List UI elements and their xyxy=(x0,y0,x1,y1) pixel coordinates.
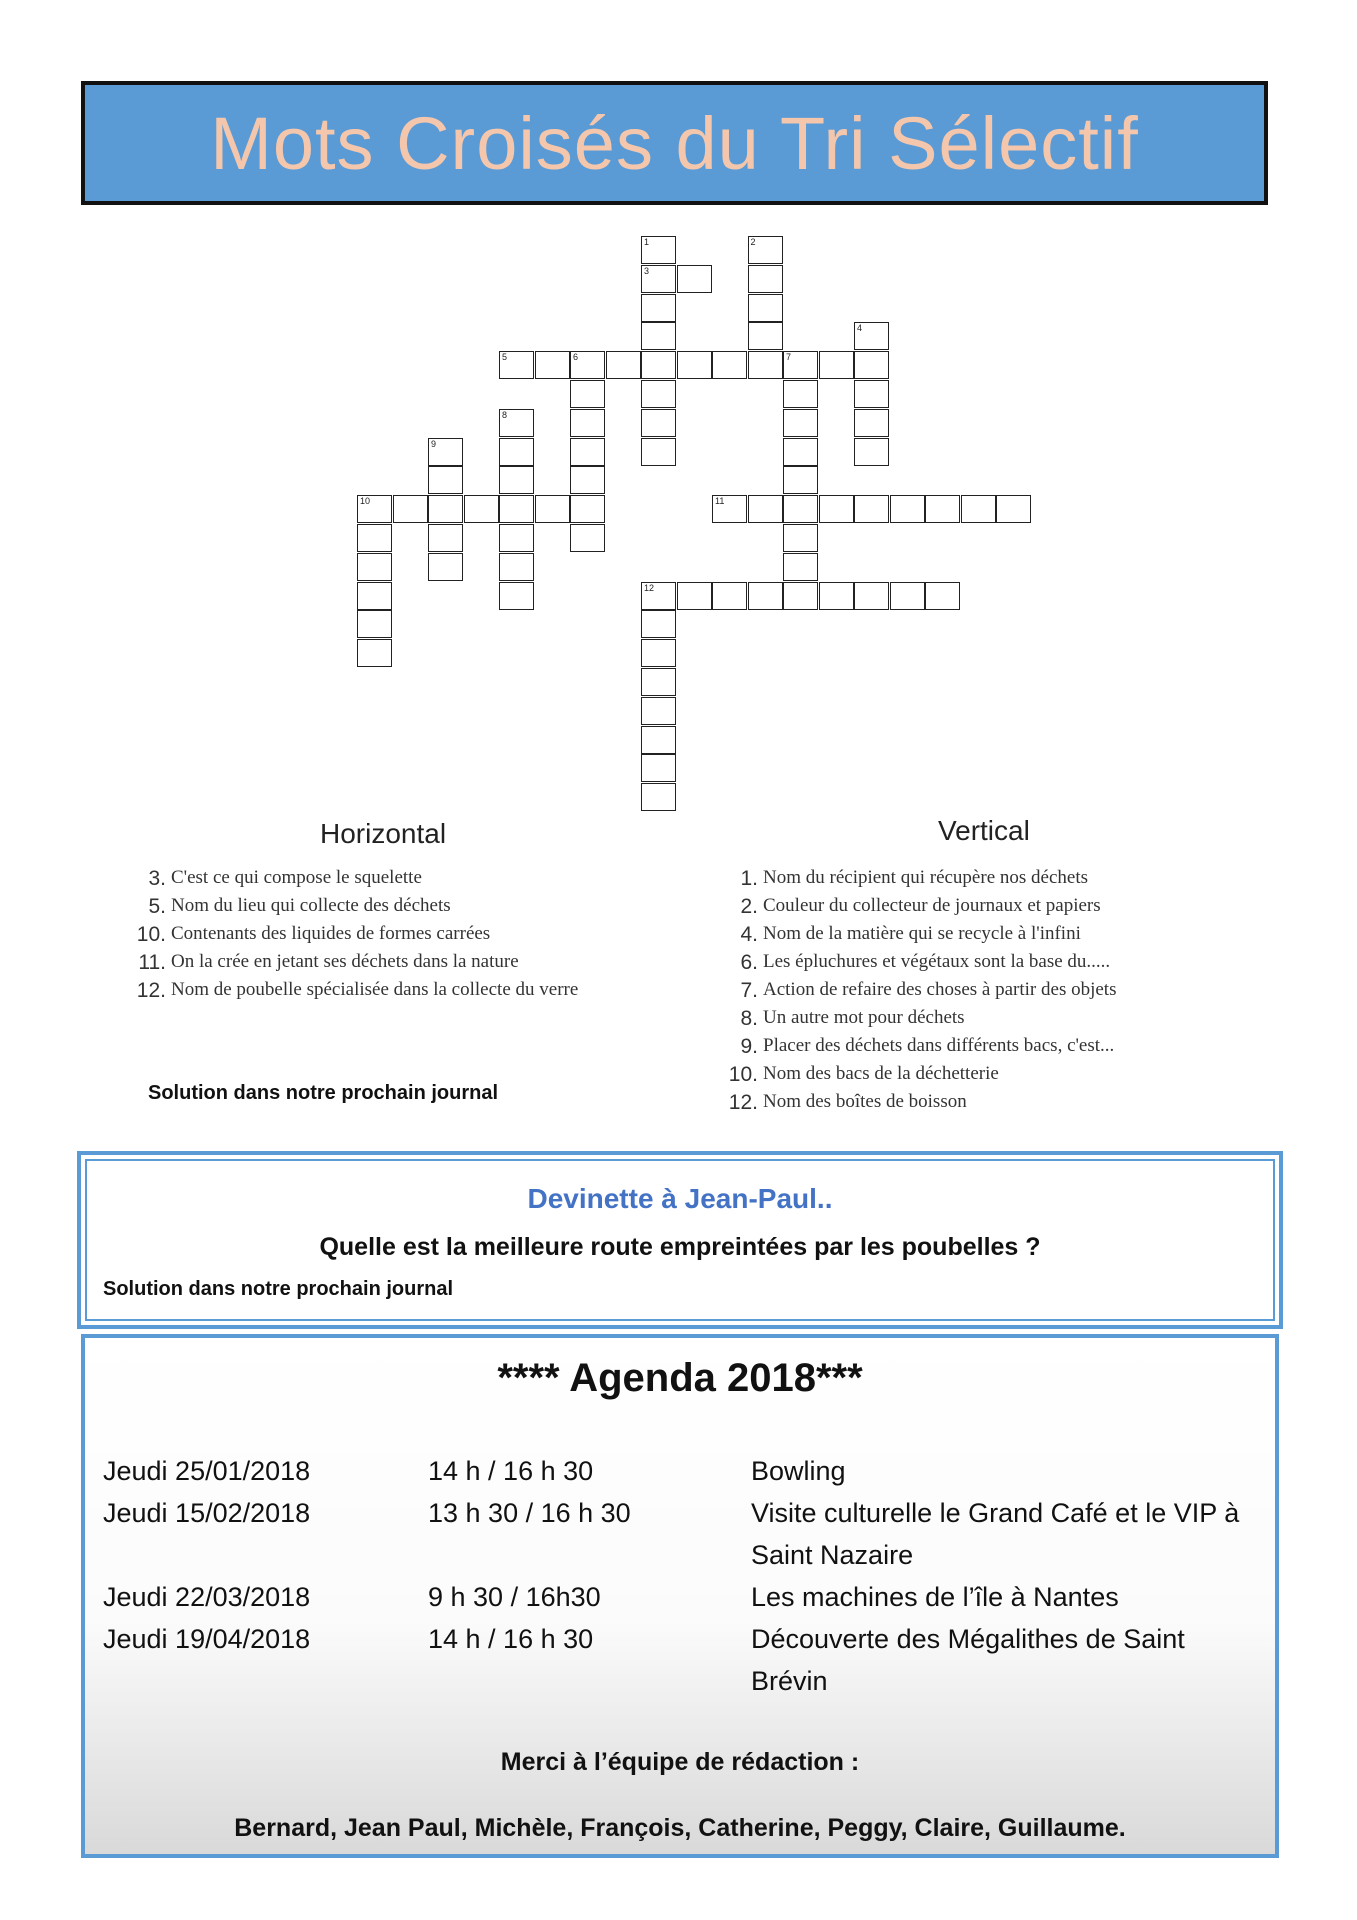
crossword-cell[interactable] xyxy=(641,380,676,408)
agenda-box xyxy=(81,1334,1279,1858)
crossword-cell[interactable] xyxy=(854,582,889,610)
clue-number: 8. xyxy=(740,1007,758,1030)
clue-text: Contenants des liquides de formes carrées xyxy=(171,923,491,944)
crossword-cell[interactable] xyxy=(783,409,818,437)
clue-text: On la crée en jetant ses déchets dans la nature xyxy=(171,951,519,972)
crossword-cell-number: 7 xyxy=(786,352,792,363)
riddle-solution-note: Solution dans notre prochain journal xyxy=(103,1278,454,1300)
crossword-cell[interactable] xyxy=(748,294,783,322)
crossword-cell[interactable] xyxy=(748,236,783,264)
agenda-date: Jeudi 25/01/2018 xyxy=(103,1456,311,1486)
crossword-cell[interactable] xyxy=(357,524,392,552)
clue-text: Nom des bacs de la déchetterie xyxy=(763,1063,999,1084)
clue-item xyxy=(714,923,1116,951)
clue-text: C'est ce qui compose le squelette xyxy=(171,867,422,888)
clue-text: Nom des boîtes de boisson xyxy=(763,1091,967,1112)
clue-number: 6. xyxy=(740,951,758,974)
crossword-cell[interactable] xyxy=(428,553,463,581)
crossword-cell[interactable] xyxy=(677,265,712,293)
agenda-event: Visite culturelle le Grand Café et le VIP à Saint Nazaire xyxy=(751,1498,1240,1570)
agenda-time: 13 h 30 / 16 h 30 xyxy=(428,1498,631,1528)
vertical-heading: Vertical xyxy=(938,815,1030,846)
agenda-event: Découverte des Mégalithes de Saint Brévin xyxy=(751,1624,1185,1696)
crossword-cell[interactable] xyxy=(499,438,534,466)
thanks-names: Bernard, Jean Paul, Michèle, François, Catherine, Peggy, Claire, Guillaume. xyxy=(234,1814,1126,1842)
crossword-cell-number: 8 xyxy=(502,409,508,420)
crossword-cell[interactable] xyxy=(606,351,641,379)
clue-number: 12. xyxy=(728,1091,758,1114)
crossword-cell[interactable] xyxy=(783,582,818,610)
crossword-cell[interactable] xyxy=(570,524,605,552)
agenda-time: 9 h 30 / 16h30 xyxy=(428,1582,601,1612)
crossword-cell[interactable] xyxy=(357,495,392,523)
crossword-cell[interactable] xyxy=(854,380,889,408)
crossword-cell[interactable] xyxy=(641,610,676,638)
clue-text: Action de refaire des choses à partir des objets xyxy=(763,979,1117,1000)
crossword-cell[interactable] xyxy=(499,553,534,581)
agenda-row xyxy=(103,1450,1273,1492)
crossword-cell[interactable] xyxy=(641,697,676,725)
crossword-cell[interactable] xyxy=(854,495,889,523)
crossword-cell[interactable] xyxy=(748,351,783,379)
agenda-table xyxy=(103,1450,1273,1702)
horizontal-heading: Horizontal xyxy=(320,818,447,849)
crossword-cell[interactable] xyxy=(641,265,676,293)
crossword-cell[interactable] xyxy=(854,409,889,437)
riddle-question: Quelle est la meilleure route empreintées par les poubelles ? xyxy=(319,1233,1041,1261)
crossword-cell[interactable] xyxy=(641,783,676,811)
crossword-cell[interactable] xyxy=(890,582,925,610)
crossword-cell[interactable] xyxy=(641,754,676,782)
crossword-cell[interactable] xyxy=(641,438,676,466)
crossword-cell[interactable] xyxy=(641,639,676,667)
agenda-row xyxy=(103,1492,1273,1576)
agenda-date: Jeudi 15/02/2018 xyxy=(103,1498,311,1528)
clue-item xyxy=(122,979,578,1007)
clue-text: Nom de poubelle spécialisée dans la collecte du verre xyxy=(171,979,579,1000)
crossword-cell[interactable] xyxy=(428,466,463,494)
crossword-cell[interactable] xyxy=(357,639,392,667)
riddle-inner-frame xyxy=(85,1159,1275,1321)
crossword-cell-number: 2 xyxy=(750,237,756,247)
crossword-cell-number: 10 xyxy=(360,496,371,507)
riddle-box xyxy=(77,1151,1283,1329)
clue-item xyxy=(714,979,1116,1007)
vertical-clue-list xyxy=(714,867,1116,1119)
clue-number: 7. xyxy=(740,979,758,1002)
clue-text: Les épluchures et végétaux sont la base du..... xyxy=(763,951,1111,972)
crossword-cell-number: 12 xyxy=(644,582,655,593)
crossword-cell[interactable] xyxy=(854,351,889,379)
crossword-cell[interactable] xyxy=(677,351,712,379)
crossword-cell[interactable] xyxy=(890,495,925,523)
crossword-cell[interactable] xyxy=(428,524,463,552)
crossword-cell[interactable] xyxy=(783,438,818,466)
clue-text: Placer des déchets dans différents bacs, c'est... xyxy=(763,1035,1115,1056)
clue-text: Nom de la matière qui se recycle à l'infini xyxy=(763,923,1081,944)
crossword-cell-number: 1 xyxy=(644,237,650,247)
crossword-cell[interactable] xyxy=(570,409,605,437)
crossword-cell[interactable] xyxy=(748,495,783,523)
crossword-cell[interactable] xyxy=(783,351,818,379)
crossword-cell[interactable] xyxy=(641,236,676,264)
agenda-event: Les machines de l’île à Nantes xyxy=(751,1582,1119,1612)
clue-number: 4. xyxy=(740,923,758,946)
riddle-title: Devinette à Jean-Paul.. xyxy=(527,1183,833,1214)
horizontal-clue-list xyxy=(122,867,578,1007)
clue-number: 12. xyxy=(136,979,166,1002)
agenda-time: 14 h / 16 h 30 xyxy=(428,1624,594,1654)
crossword-cell[interactable] xyxy=(854,322,889,350)
crossword-cell-number: 9 xyxy=(431,438,437,449)
crossword-cell[interactable] xyxy=(641,409,676,437)
crossword-cell[interactable] xyxy=(783,380,818,408)
crossword-cell[interactable] xyxy=(570,351,605,379)
crossword-cell[interactable] xyxy=(499,582,534,610)
crossword-cell[interactable] xyxy=(357,582,392,610)
crossword-cell[interactable] xyxy=(819,351,854,379)
crossword-cell-number: 3 xyxy=(644,265,650,276)
clue-item xyxy=(714,1035,1116,1063)
agenda-title: **** Agenda 2018*** xyxy=(497,1356,863,1400)
agenda-row xyxy=(103,1576,1273,1618)
crossword-cell-number: 5 xyxy=(502,352,508,363)
crossword-cell[interactable] xyxy=(428,438,463,466)
clue-text: Couleur du collecteur de journaux et papiers xyxy=(763,895,1101,916)
clue-text: Nom du récipient qui récupère nos déchets xyxy=(763,867,1088,888)
clue-number: 9. xyxy=(740,1035,758,1058)
crossword-cell[interactable] xyxy=(499,351,534,379)
crossword-cell[interactable] xyxy=(499,409,534,437)
crossword-cell[interactable] xyxy=(712,495,747,523)
crossword-cell[interactable] xyxy=(677,582,712,610)
clue-number: 5. xyxy=(148,895,166,918)
crossword-cell[interactable] xyxy=(748,322,783,350)
crossword-cell[interactable] xyxy=(783,524,818,552)
crossword-cell[interactable] xyxy=(570,438,605,466)
crossword-cell[interactable] xyxy=(819,582,854,610)
agenda-time: 14 h / 16 h 30 xyxy=(428,1456,594,1486)
clue-item xyxy=(714,1063,1116,1091)
thanks-title: Merci à l’équipe de rédaction : xyxy=(500,1748,860,1776)
crossword-cell-number: 6 xyxy=(573,352,579,363)
crossword-cell[interactable] xyxy=(357,553,392,581)
crossword-cell[interactable] xyxy=(641,726,676,754)
clue-number: 1. xyxy=(740,867,758,890)
crossword-cell[interactable] xyxy=(499,524,534,552)
crossword-grid xyxy=(0,0,1357,840)
clue-item xyxy=(714,867,1116,895)
crossword-cell[interactable] xyxy=(783,466,818,494)
clue-text: Nom du lieu qui collecte des déchets xyxy=(171,895,451,916)
crossword-cell[interactable] xyxy=(393,495,428,523)
crossword-cell[interactable] xyxy=(535,351,570,379)
clue-number: 10. xyxy=(728,1063,758,1086)
crossword-cell[interactable] xyxy=(570,495,605,523)
crossword-cell[interactable] xyxy=(357,610,392,638)
crossword-cell[interactable] xyxy=(925,495,960,523)
clue-item xyxy=(122,951,578,979)
crossword-cell[interactable] xyxy=(428,495,463,523)
crossword-cell[interactable] xyxy=(854,438,889,466)
crossword-cell[interactable] xyxy=(570,380,605,408)
agenda-row xyxy=(103,1618,1273,1702)
crossword-cell-number: 4 xyxy=(857,323,863,334)
crossword-cell[interactable] xyxy=(499,495,534,523)
clue-item xyxy=(714,1007,1116,1035)
crossword-cell[interactable] xyxy=(819,495,854,523)
crossword-cell[interactable] xyxy=(748,582,783,610)
crossword-cell[interactable] xyxy=(748,265,783,293)
crossword-cell[interactable] xyxy=(499,466,534,494)
crossword-cell[interactable] xyxy=(712,582,747,610)
clue-number: 11. xyxy=(138,951,166,974)
crossword-cell[interactable] xyxy=(783,553,818,581)
clue-item xyxy=(122,923,578,951)
crossword-cell[interactable] xyxy=(641,582,676,610)
crossword-cell[interactable] xyxy=(641,294,676,322)
crossword-cell[interactable] xyxy=(641,668,676,696)
crossword-cell[interactable] xyxy=(712,351,747,379)
crossword-cell[interactable] xyxy=(783,495,818,523)
agenda-date: Jeudi 19/04/2018 xyxy=(103,1624,311,1654)
agenda-date: Jeudi 22/03/2018 xyxy=(103,1582,311,1612)
clue-number: 3. xyxy=(148,867,166,890)
crossword-cell[interactable] xyxy=(925,582,960,610)
clue-text: Un autre mot pour déchets xyxy=(763,1007,965,1028)
clue-item xyxy=(714,951,1116,979)
clue-number: 2. xyxy=(740,895,758,918)
page-title: Mots Croisés du Tri Sélectif xyxy=(210,101,1139,185)
crossword-cell-number: 11 xyxy=(715,496,725,507)
crossword-cell[interactable] xyxy=(464,495,499,523)
crossword-cell[interactable] xyxy=(641,322,676,350)
crossword-cell[interactable] xyxy=(570,466,605,494)
crossword-solution-note: Solution dans notre prochain journal xyxy=(148,1082,499,1104)
clue-number: 10. xyxy=(136,923,166,946)
crossword-cell[interactable] xyxy=(996,495,1031,523)
crossword-cell[interactable] xyxy=(535,495,570,523)
clue-item xyxy=(122,867,578,895)
agenda-event: Bowling xyxy=(751,1456,846,1486)
clue-item xyxy=(714,1091,1116,1119)
clue-item xyxy=(714,895,1116,923)
crossword-cell[interactable] xyxy=(641,351,676,379)
clue-item xyxy=(122,895,578,923)
crossword-cell[interactable] xyxy=(961,495,996,523)
